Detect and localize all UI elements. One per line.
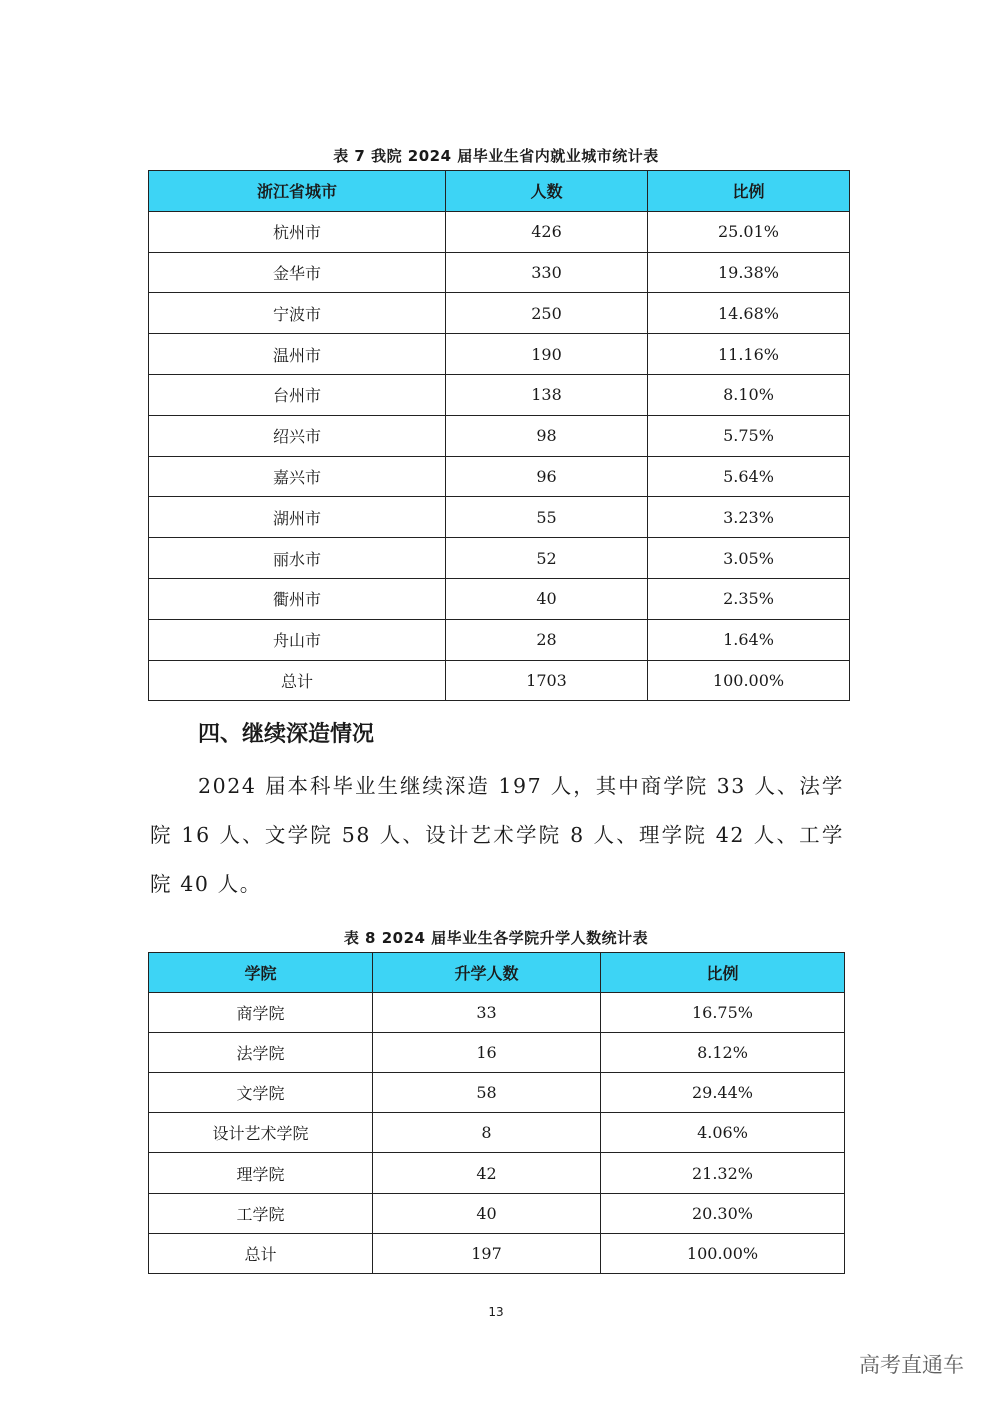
college-cell: 工学院 [149,1193,373,1233]
city-cell: 台州市 [149,374,446,415]
total-label-cell: 总计 [149,1233,373,1273]
college-cell: 设计艺术学院 [149,1113,373,1153]
ratio-cell: 14.68% [648,293,850,334]
count-cell: 40 [446,578,648,619]
column-header-count: 升学人数 [373,953,601,993]
ratio-cell: 5.75% [648,415,850,456]
ratio-cell: 3.05% [648,538,850,579]
table7-caption: 表 7 我院 2024 届毕业生省内就业城市统计表 [333,147,659,165]
ratio-cell: 3.23% [648,497,850,538]
college-cell: 文学院 [149,1073,373,1113]
column-header-college: 学院 [149,953,373,993]
table-row [149,1153,845,1193]
total-ratio-cell: 100.00% [601,1233,845,1273]
ratio-cell: 5.64% [648,456,850,497]
count-cell: 8 [373,1113,601,1153]
ratio-cell: 25.01% [648,211,850,252]
table-row [149,538,850,579]
count-cell: 98 [446,415,648,456]
table-row [149,619,850,660]
ratio-cell: 4.06% [601,1113,845,1153]
count-cell: 58 [373,1073,601,1113]
city-cell: 衢州市 [149,578,446,619]
watermark: 高考直通车 [859,1353,964,1377]
city-cell: 绍兴市 [149,415,446,456]
column-header-count: 人数 [446,171,648,212]
table-row [149,211,850,252]
city-cell: 杭州市 [149,211,446,252]
table-total-row [149,660,850,701]
count-cell: 28 [446,619,648,660]
ratio-cell: 29.44% [601,1073,845,1113]
table-row [149,415,850,456]
ratio-cell: 11.16% [648,334,850,375]
ratio-cell: 8.10% [648,374,850,415]
table-row [149,1113,845,1153]
table-row [149,456,850,497]
table-row [149,993,845,1033]
college-cell: 商学院 [149,993,373,1033]
city-cell: 湖州市 [149,497,446,538]
ratio-cell: 16.75% [601,993,845,1033]
table-row [149,252,850,293]
total-count-cell: 197 [373,1233,601,1273]
table-row [149,334,850,375]
table-row [149,374,850,415]
table-header-row [149,171,850,212]
total-count-cell: 1703 [446,660,648,701]
ratio-cell: 19.38% [648,252,850,293]
table-row [149,293,850,334]
count-cell: 250 [446,293,648,334]
table8-caption: 表 8 2024 届毕业生各学院升学人数统计表 [343,929,649,947]
table-total-row [149,1233,845,1273]
count-cell: 138 [446,374,648,415]
page-number: 13 [488,1305,504,1319]
count-cell: 33 [373,993,601,1033]
table-row [149,1073,845,1113]
total-label-cell: 总计 [149,660,446,701]
city-cell: 嘉兴市 [149,456,446,497]
ratio-cell: 20.30% [601,1193,845,1233]
table-7 [148,170,850,701]
ratio-cell: 2.35% [648,578,850,619]
count-cell: 190 [446,334,648,375]
section-heading: 四、继续深造情况 [198,722,375,747]
body-paragraph: 2024 届本科毕业生继续深造 197 人，其中商学院 33 人、法学院 16 人、文学院 58 人、设计艺术学院 8 人、理学院 42 人、工学院 40 人。 [150,774,844,896]
ratio-cell: 21.32% [601,1153,845,1193]
total-ratio-cell: 100.00% [648,660,850,701]
column-header-ratio: 比例 [601,953,845,993]
count-cell: 330 [446,252,648,293]
table-row [149,578,850,619]
count-cell: 55 [446,497,648,538]
city-cell: 宁波市 [149,293,446,334]
table-header-row [149,953,845,993]
count-cell: 40 [373,1193,601,1233]
table-row [149,1033,845,1073]
table-row [149,1193,845,1233]
city-cell: 温州市 [149,334,446,375]
count-cell: 96 [446,456,648,497]
ratio-cell: 1.64% [648,619,850,660]
column-header-city: 浙江省城市 [149,171,446,212]
count-cell: 52 [446,538,648,579]
column-header-ratio: 比例 [648,171,850,212]
city-cell: 舟山市 [149,619,446,660]
city-cell: 金华市 [149,252,446,293]
table-8 [148,952,845,1274]
count-cell: 16 [373,1033,601,1073]
table-row [149,497,850,538]
count-cell: 42 [373,1153,601,1193]
college-cell: 法学院 [149,1033,373,1073]
count-cell: 426 [446,211,648,252]
ratio-cell: 8.12% [601,1033,845,1073]
college-cell: 理学院 [149,1153,373,1193]
city-cell: 丽水市 [149,538,446,579]
